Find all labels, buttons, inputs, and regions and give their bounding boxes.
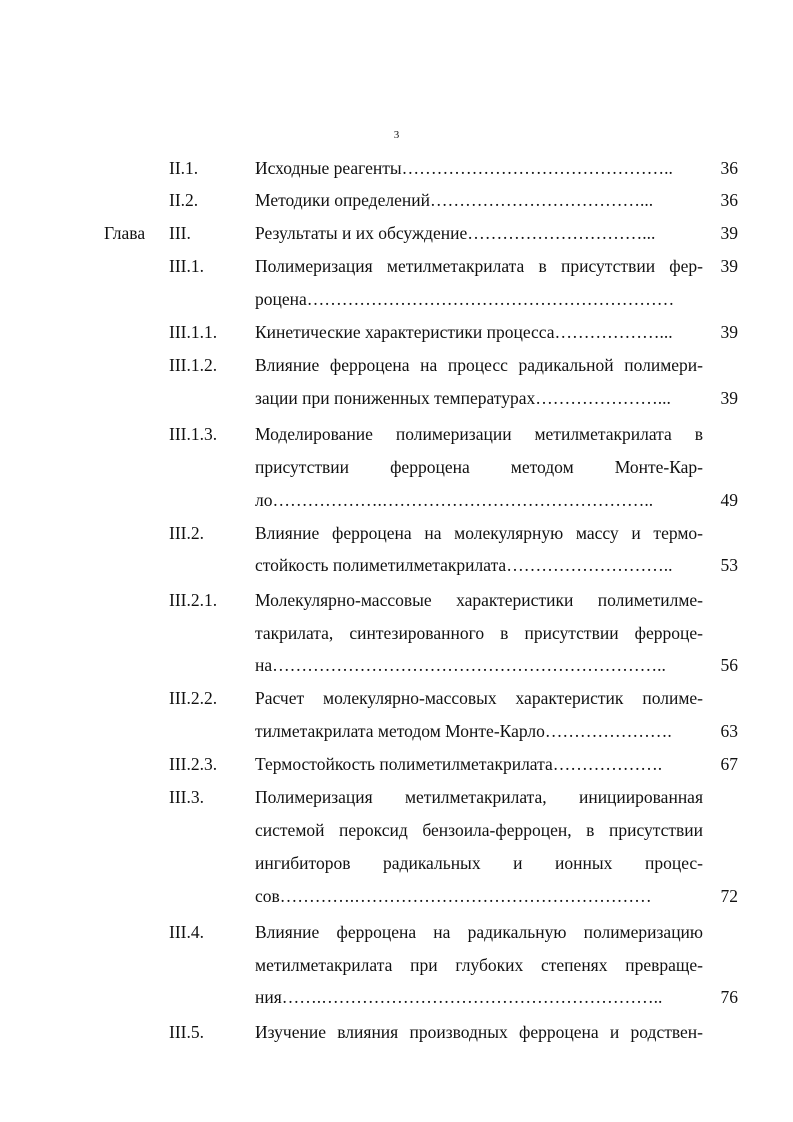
toc-title-line: Моделирование полимеризации метилметакрилата в — [255, 424, 703, 444]
toc-number: III. — [169, 223, 191, 243]
toc-number: III.1. — [169, 256, 204, 276]
toc-title-line: такрилата, синтезированного в присутствии ферроце- — [255, 623, 703, 643]
toc-title-line: Влияние ферроцена на радикальную полимеризацию — [255, 922, 703, 942]
toc-title-line: Полимеризация метилметакрилата, инициированная — [255, 787, 703, 807]
toc-page: 39 — [720, 388, 738, 408]
toc-title-line: Влияние ферроцена на молекулярную массу и термо- — [255, 523, 703, 543]
toc-page: 72 — [720, 886, 738, 906]
chapter-label: Глава — [104, 223, 146, 243]
toc-title-line: Влияние ферроцена на процесс радикальной полимери- — [255, 355, 703, 375]
toc-title-line: зации при пониженных температурах…………………... — [255, 388, 671, 408]
toc-title-line: Исходные реагенты……………………………………….. — [255, 158, 673, 178]
toc-title-line: Методики определений………………………………... — [255, 190, 654, 210]
toc-number: III.3. — [169, 787, 204, 807]
toc-page: 39 — [720, 322, 738, 342]
toc-title-line: присутствии ферроцена методом Монте-Кар- — [255, 457, 703, 477]
toc-title-line: Термостойкость полиметилметакрилата………………. — [255, 754, 663, 774]
toc-number: III.1.3. — [169, 424, 218, 444]
toc-title-line: ло……………….……………………………………….. — [255, 490, 654, 510]
toc-page: 39 — [720, 256, 738, 276]
toc-number: III.2. — [169, 523, 204, 543]
toc-page: 76 — [720, 987, 738, 1007]
toc-title-line: Полимеризация метилметакрилата в присутствии фер- — [255, 256, 703, 276]
toc-title-line: ния…….………………………………………………….. — [255, 987, 663, 1007]
toc-title-line: Результаты и их обсуждение…………………………... — [255, 223, 656, 243]
toc-page: 49 — [720, 490, 738, 510]
toc-title-line: Молекулярно-массовые характеристики полиметилме- — [255, 590, 703, 610]
toc-page: 67 — [720, 754, 738, 774]
toc-number: III.5. — [169, 1022, 204, 1042]
toc-page: 36 — [720, 158, 738, 178]
toc-number: III.1.2. — [169, 355, 218, 375]
toc-number: III.2.2. — [169, 688, 218, 708]
toc-title-line: метилметакрилата при глубоких степенях превраще- — [255, 955, 703, 975]
toc-title-line: Кинетические характеристики процесса………………... — [255, 322, 673, 342]
toc-title-line: Изучение влияния производных ферроцена и родствен- — [255, 1022, 703, 1042]
toc-page: 56 — [720, 655, 738, 675]
toc-number: III.2.3. — [169, 754, 218, 774]
page-number: 3 — [393, 129, 400, 141]
toc-title-line: сов………….…………………………………………… — [255, 886, 652, 906]
toc-page: 39 — [720, 223, 738, 243]
toc-number: III.1.1. — [169, 322, 218, 342]
toc-title-line: тилметакрилата методом Монте-Карло…………………. — [255, 721, 672, 741]
toc-page: 36 — [720, 190, 738, 210]
toc-title-line: роцена……………………………………………………… — [255, 289, 675, 309]
toc-title-line: на………………………………………………………….. — [255, 655, 666, 675]
toc-page: 53 — [720, 555, 738, 575]
toc-title-line: Расчет молекулярно-массовых характеристик полиме- — [255, 688, 703, 708]
toc-number: III.4. — [169, 922, 204, 942]
toc-title-line: ингибиторов радикальных и ионных процес- — [255, 853, 703, 873]
toc-title-line: стойкость полиметилметакрилата……………………….. — [255, 555, 673, 575]
toc-number: II.1. — [169, 158, 199, 178]
toc-page: 63 — [720, 721, 738, 741]
toc-title-line: системой пероксид бензоила-ферроцен, в присутствии — [255, 820, 703, 840]
toc-number: III.2.1. — [169, 590, 218, 610]
toc-number: II.2. — [169, 190, 199, 210]
